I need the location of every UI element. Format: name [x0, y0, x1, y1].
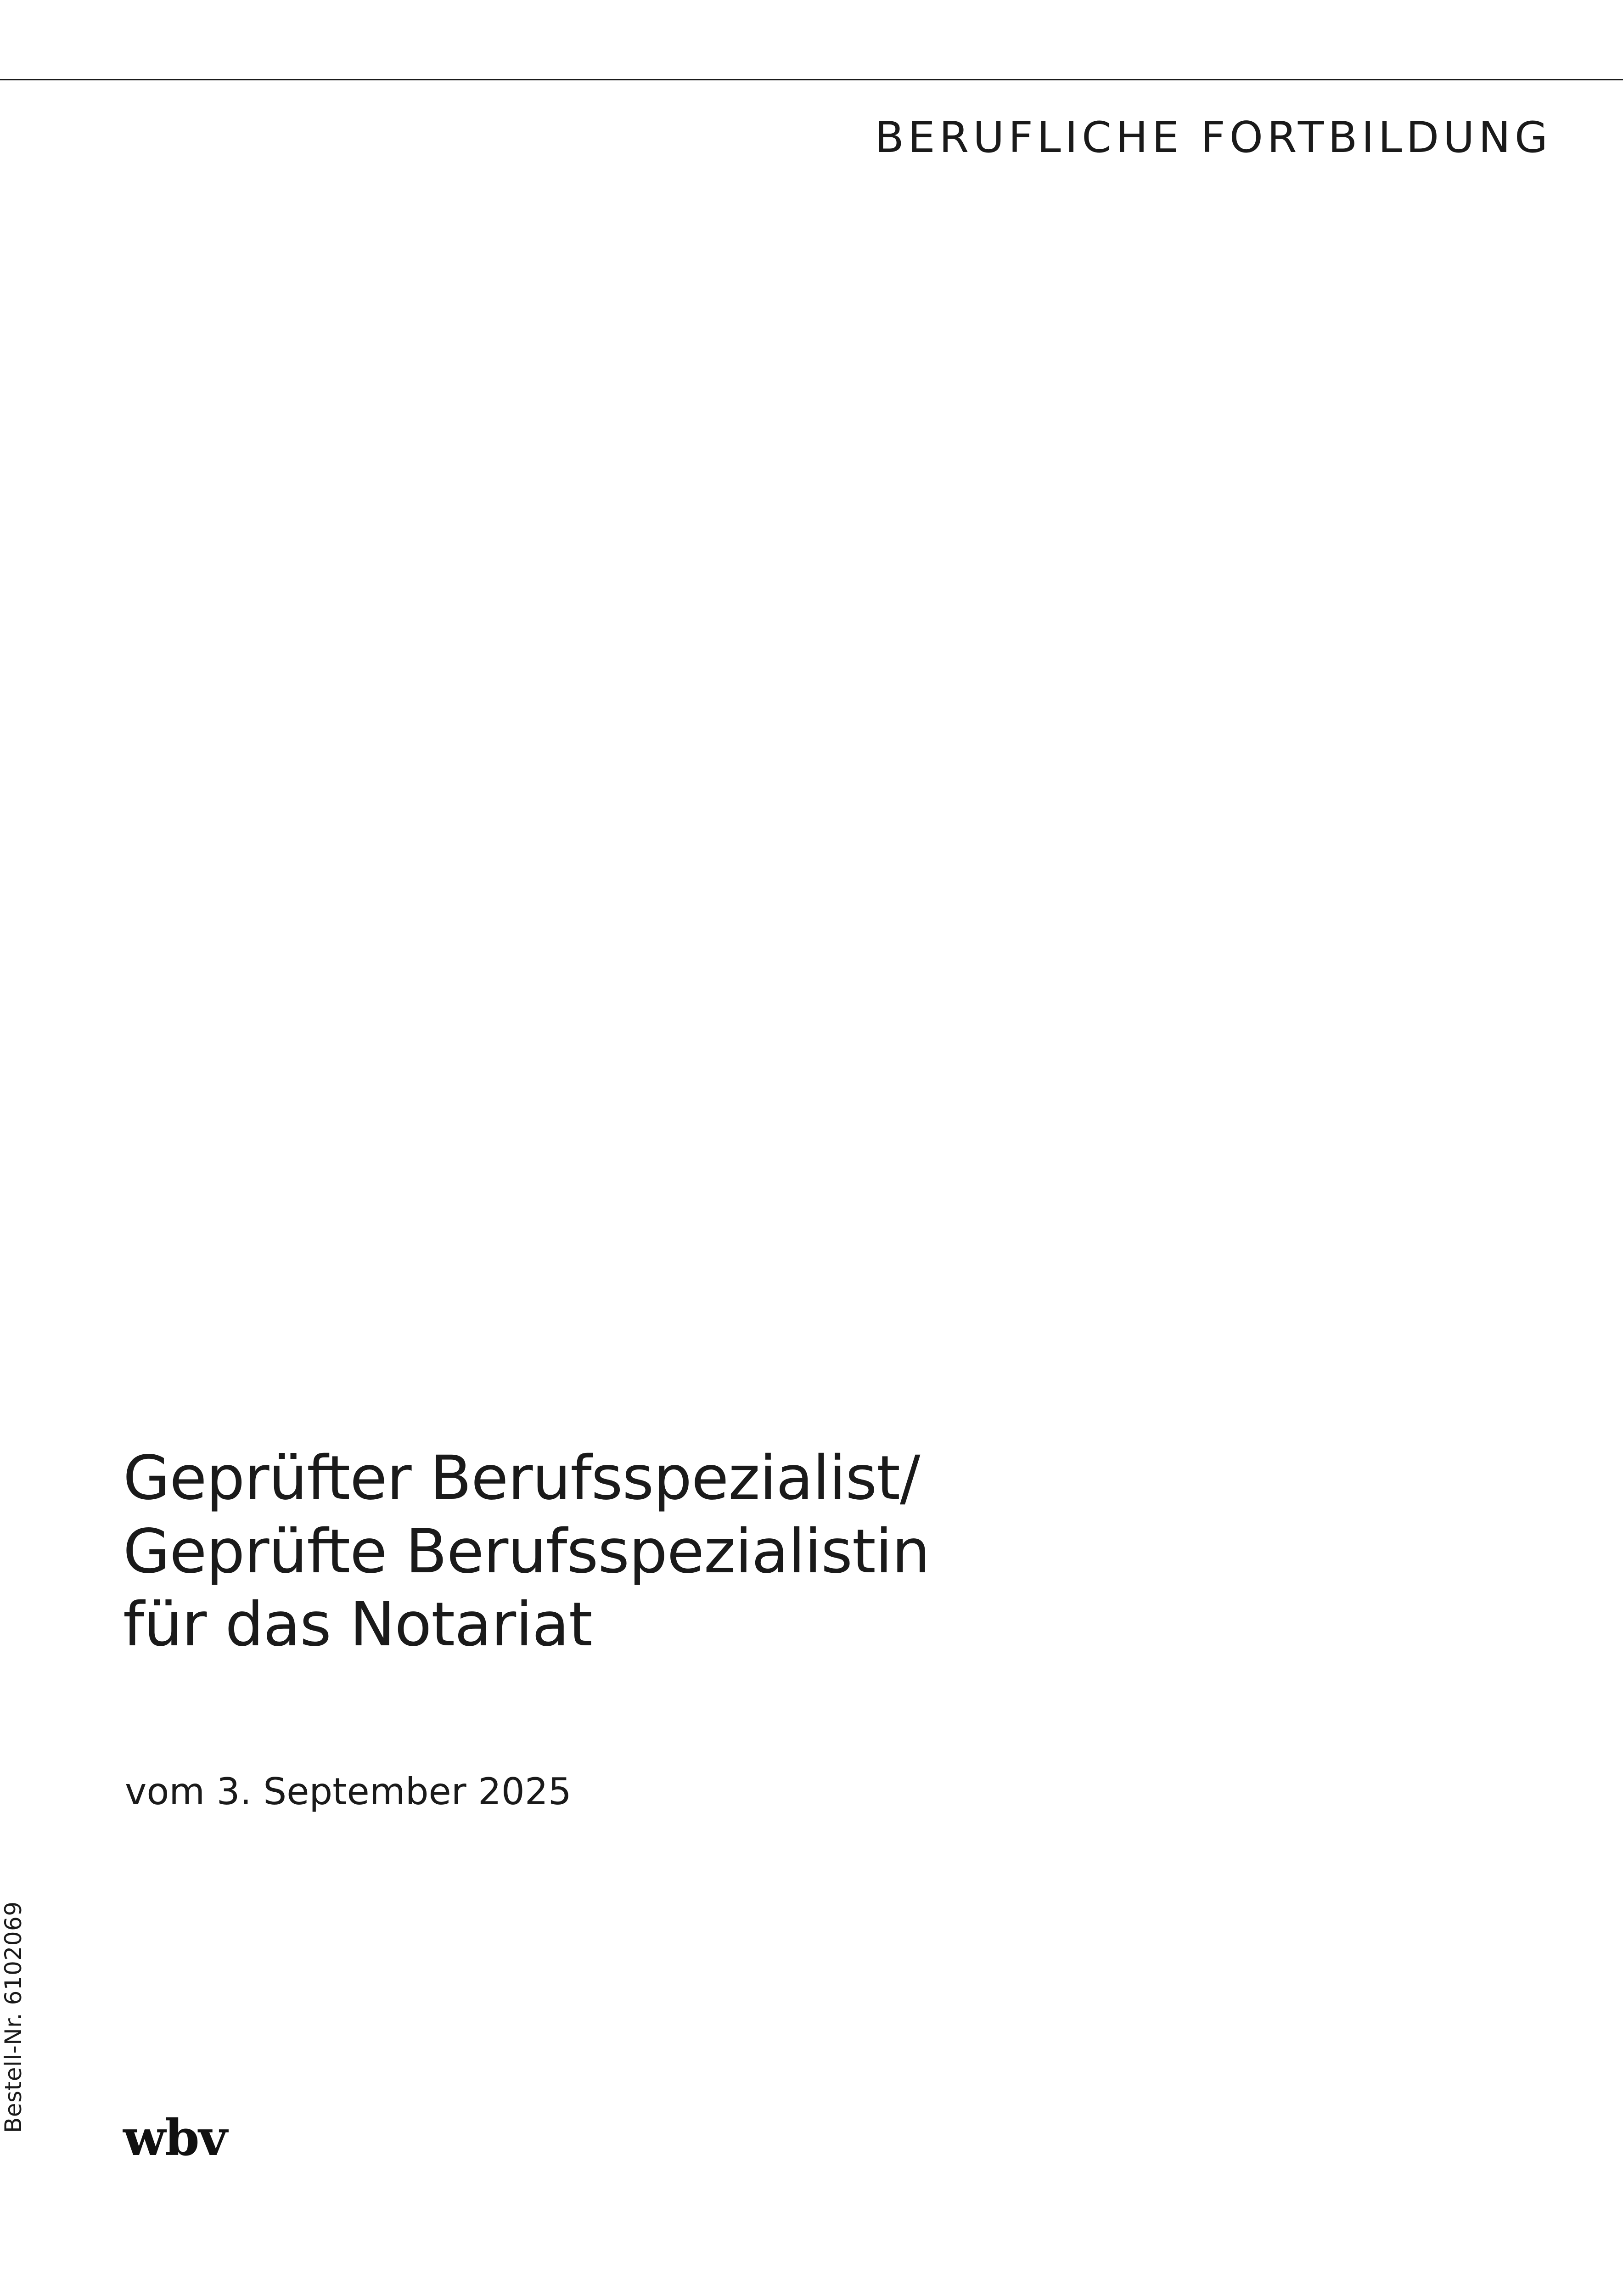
title-line-1: Geprüfter Berufsspezialist/ — [123, 1443, 920, 1514]
header-divider — [0, 79, 1623, 80]
document-date-subtitle: vom 3. September 2025 — [125, 1770, 572, 1813]
title-line-2: Geprüfte Berufsspezialistin — [123, 1516, 930, 1587]
document-title — [123, 1442, 1317, 1662]
publisher-logo: wbv — [123, 2109, 227, 2167]
title-line-3: für das Notariat — [123, 1589, 592, 1660]
series-label: BERUFLICHE FORTBILDUNG — [875, 113, 1552, 162]
order-number-label: Bestell-Nr. 6102069 — [0, 1901, 27, 2133]
